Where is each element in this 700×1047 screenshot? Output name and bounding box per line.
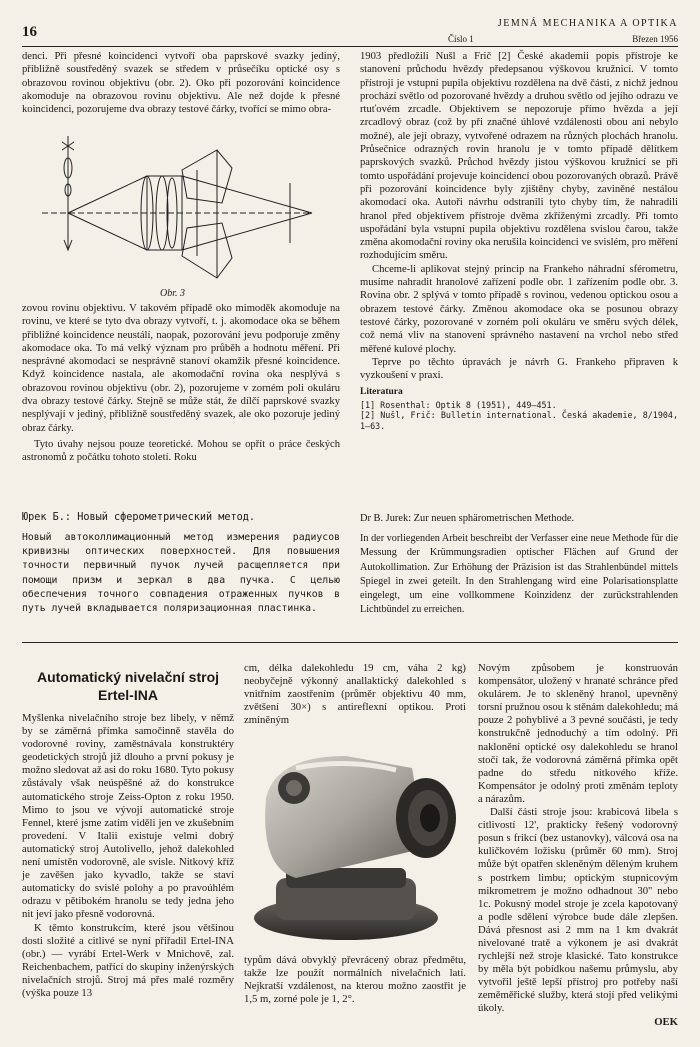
paragraph: Chceme-li aplikovat stejný princip na Frankeho náhradní sférometru, musíme nahradit hranolové zařízení podle obr. 1 zařízením podle obr. 3. Rovina obr. 2 splývá v tomto případě s rovinou, vedenou optickou osou a obrazem testové čárky. Změnou akomodace oka se posunou obrazy testové čárky, pozorované v zorném poli okuláru ve směru svých délek, což nemá vliv na stanovení správného nastavení na vrchol nebo střed měřené kulové plochy. — [360, 263, 678, 355]
journal-title: JEMNÁ MECHANIKA A OPTIKA — [497, 18, 678, 29]
paragraph: K těmto konstrukcím, které jsou většinou dosti složité a citlivé se nyní přiřadil Ertel-INA (obr.) — vyrábí Ertel-Werk v Mnichově, zal. Reichenbachem, patřící do skupiny inženýrských nivelačních strojů. Stroj má přes malé rozměry (výška pouze 13 — [22, 921, 234, 999]
paragraph: Tyto úvahy nejsou pouze teoretické. Mohou se opřít o práce českých astronomů z počátku tohoto století. Roku — [22, 438, 340, 464]
paragraph: Novým způsobem je konstruován kompensátor, uložený v hranaté schránce před okulárem. Je to skleněný hranol, upevněný torsní pružnou osou k stěnám dalekohledu; má pouze 2 pohyblivé a 3 pevné součásti, je tedy konstrukčně jednoduchý a tím odolný. Při naklonění optické osy dalekohledu se hranol stočí tak, že vodorovná záměrná přímka opět padne do středu nitkového kříže. Kompensátor je odolný proti změnám teploty a nárazům. — [478, 662, 678, 805]
header-rule — [22, 46, 678, 47]
summary-german — [360, 512, 678, 617]
paragraph: Teprve po těchto úpravách je návrh G. Frankeho připraven k vyzkoušení v praxi. — [360, 356, 678, 382]
author-signature: OEK — [654, 1015, 678, 1028]
summary-title-de: Dr B. Jurek: Zur neuen sphärometrischen Methode. — [360, 513, 575, 524]
paragraph: typům dává obvyklý převrácený obraz předmětu, takže lze použít normálních nivelačních latí. Nejkratší vzdálenost, na kterou možno zaostřit je 1,5 m, zorné pole je 1, 2°. — [244, 954, 466, 1006]
figure-3-diagram — [22, 128, 340, 286]
article-title-line2: Ertel-INA — [98, 687, 158, 703]
top-left-column-upper — [22, 50, 340, 116]
article-column-2-bottom — [244, 954, 466, 1006]
article-column-3 — [478, 662, 678, 1029]
summary-title-ru: Юрек Б.: Новый сферометрический метод. — [22, 512, 256, 523]
issue-line — [448, 34, 678, 44]
summary-russian — [22, 512, 340, 616]
paragraph: cm, délka dalekohledu 19 cm, váha 2 kg) neobyčejně výkonný anallaktický dalekohled s vnitřním zaostřením (průměr objektivu 40 mm, zvětšení 30×) s antireflexní optikou. Proti zmíněným — [244, 662, 466, 727]
article-column-2-top — [244, 662, 466, 727]
section-divider — [22, 642, 678, 643]
literature-item: [2] Nušl, Frič: Bulletin international. Česká akademie, 8/1904, 1—63. — [360, 410, 678, 431]
paragraph: zovou rovinu objektivu. V takovém případě oko mimoděk akomoduje na rovinu, ve které se tyto dva obrazy vytvoří, t. j. akomodace oka se během přibližné koincidence neustálí, naopak, pozorování jevu podporuje změny akomodace oka. To má velký význam pro průběh a hodnotu měření. Při nesprávné akomodaci se nesprávně stanoví okamžik přesné koincidence. Když koincidence nastala, ale akomodační rovina oka nesplývá s obrazovou rovinou objektivu (obr. 2), pozorujeme v zorném poli okuláru dva obrazy testové čárky. Stejně se může stát, že dílčí paprskové svazky nesplývají v jediný, přibližně soustředěný svazek, ale oko pozoruje jediný obraz čárky. — [22, 303, 340, 434]
summary-text-de: In der vorliegenden Arbeit beschreibt der Verfasser eine neue Methode für die Messung der Krümmungsradien optischer Flächen auf Grund der Autokollimation. Zur Erhöhung der Präzision ist das Strahlenbündel mittels Spiegel in zwei geteilt. In den Strahlengang wird eine Polarisationsplatte eingelegt, um eine vollkommene Koinzidenz der zurückstrahlenden Lichtbündel zu erreichen. — [360, 533, 678, 616]
paragraph: denci. Při přesné koincidenci vytvoří oba paprskové svazky jediný, přibližně soustředěný svazek se středem v průsečíku optické osy s obrazovou rovinou objektivu (obr. 2). Oko při pozorování koincidence akomoduje na obrazovou rovinu objektivu. Ale než dojde k přesné koincidenci, pozorujeme dva obrazy testové čárky, tvořící se mimo obra- — [22, 51, 340, 116]
article-title-line1: Automatický nivelační stroj — [36, 669, 220, 685]
literature-heading: Literatura — [360, 387, 403, 398]
literature-item: [1] Rosenthal: Optik 8 (1951), 449—451. — [360, 399, 557, 410]
leveling-instrument-photo — [236, 728, 472, 950]
page-number: 16 — [22, 24, 37, 40]
article-title — [22, 668, 234, 704]
figure-caption: Obr. 3 — [160, 288, 186, 299]
paragraph: 1903 předložili Nušl a Frič [2] České akademii popis přístroje ke stanovení průchodu hvězdy předepsanou výškovou kružnicí. V tomto přístroji je vstupní pupila objektivu rozdělena na dvě části, z nichž jednou prochází světlo od pozorované hvězdy a druhou světlo od jejího odrazu ve rtuťovém zrcadle. Objektivem se nepozoruje přímo hvězda a její zrcadlový obraz (což by při značné úhlové vzdálenosti obou ani nebylo možné), ale její obrazy, vytvořené odrazem na různých plochách hranolu. Průsečnice odrazných rovin hranolu je v tomto případě dělítkem paprskových svazků. Průchod hvězdy jistou výškovou kružnicí se při tomto uspořádání projevuje koincidencí obou pozorovaných obrazů. Právě při pozorování koincidence byly zjištěny chyby, zaviněné nestálou akomodací oka. Autoři návrhu odstranili tyto chyby tím, že nahradili hranol před objektivem přístroje dvěma zkříženými zrcadly. Při tomto uspořádání byla vstupní pupila objektivu rozdělena svislou čarou, takže změna akomodační roviny oka nerušila koincidenci ve svislém, pro měření rozhodujícím směru. — [360, 51, 678, 262]
paragraph: Myšlenka nivelačního stroje bez libely, v němž by se záměrná přímka samočinně stavěla do vodorovné roviny, zaměstnávala konstruktéry geodetických strojů již dlouho a první pokusy je možno sledovat až asi do roku 1680. Tyto pokusy zůstávaly však neúspěšné až do konstrukce automatického stroje Zeiss-Opton z roku 1950. Mimo to jsou ve vývoji automatické stroje Fennel, které jsme zatím viděli jen ve zkušebním provedení. V Italii existuje velmi dobrý automatický stroj Autolivello, jehož dalekohled není umístěn vodorovně, ale svisle. Nitkový kříž je zavěšen jako kyvadlo, takže se staví automaticky do svislé polohy a po pravoúhlém odrazu v pětibokém hranolu se tedy jedna jeho nit jeví jako přesně vodorovná. — [22, 712, 234, 921]
top-right-column — [360, 50, 678, 431]
issue-date: Březen 1956 — [632, 34, 678, 44]
paragraph: Další části stroje jsou: krabicová libela s citlivostí 12', prakticky řešený vodorovný posun s frikcí (bez ustanovky), válcová osa na kuličkovém ložisku (průměr 60 mm). Stroj může být opatřen skleněným děleným kruhem s postrkem limbu; optickým stupnicovým mikrometrem je možno odhadnout 30" nebo 1c. Pokusný model stroje je zcela kapotovaný a podle sdělení výrobce bude dále zlepšen. Dává přesnost asi 2 mm na 1 km dvakrát nivelované tratě a výkonem je asi dvakrát rychlejší než stroje klasické. Tato konstrukce by měla být pobídkou našemu průmyslu, aby vytvořil ještě lepší přístroj pro potřeby naší zeměměřické služby, která stojí před velikými úkoly. — [478, 806, 678, 1015]
top-left-column-lower — [22, 302, 340, 465]
issue-number: Číslo 1 — [448, 34, 474, 44]
article-column-1 — [22, 712, 234, 1000]
summary-text-ru: Новый автоколлимационный метод измерения радиусов кривизны оптических поверхностей. Для повышения точности первичный пучок лучей расщепляется при помощи призм и зеркал в два пучка. С целью обеспечения точного совпадения отраженных пучков в путь лучей вкладывается поляризационная пластинка. — [22, 532, 340, 615]
